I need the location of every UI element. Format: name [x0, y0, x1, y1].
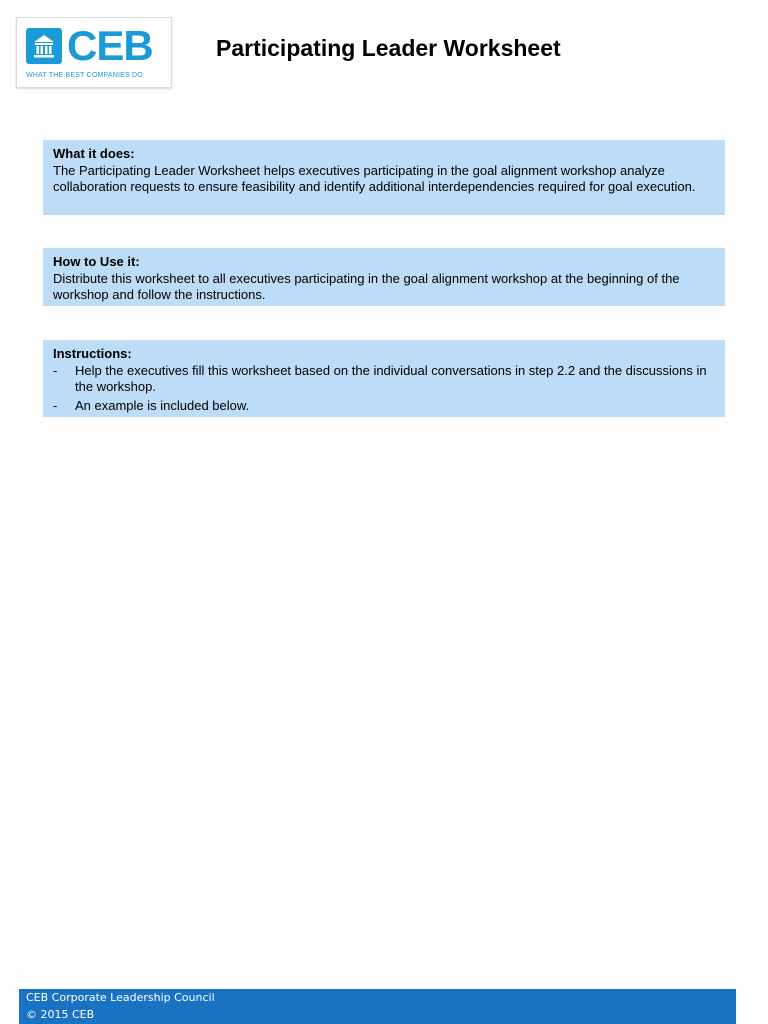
- footer-copyright: © 2015 CEB: [26, 1007, 95, 1021]
- list-item: [53, 398, 715, 415]
- what-it-does-box: [43, 140, 725, 215]
- footer-council: CEB Corporate Leadership Council: [26, 991, 215, 1004]
- bullet-dash: -: [53, 362, 58, 378]
- instructions-list: [53, 363, 715, 415]
- section-heading: Instructions:: [53, 346, 132, 361]
- section-body: Distribute this worksheet to all executives participating in the goal alignment workshop at the beginning of the workshop and follow the instructions.: [53, 270, 680, 302]
- page-title: Participating Leader Worksheet: [216, 35, 561, 61]
- section-heading: What it does:: [53, 146, 135, 161]
- how-to-use-box: [43, 248, 725, 306]
- list-item-text: Help the executives fill this worksheet based on the individual conversations in step 2.2 and the discussions in the workshop.: [75, 362, 707, 394]
- instructions-box: [43, 340, 725, 417]
- logo-wordmark: CEB: [67, 22, 153, 69]
- logo-tagline: WHAT THE BEST COMPANIES DO: [26, 72, 143, 79]
- ceb-logo: [16, 17, 172, 88]
- bullet-dash: -: [53, 397, 58, 413]
- list-item: [53, 363, 715, 396]
- footer: [19, 989, 736, 1024]
- section-heading: How to Use it:: [53, 254, 140, 269]
- list-item-text: An example is included below.: [75, 397, 250, 413]
- building-icon: [26, 28, 62, 64]
- section-body: The Participating Leader Worksheet helps executives participating in the goal alignment workshop analyze collaboration requests to ensure feasibility and identify additional interdependencies required for goal execution.: [53, 162, 696, 194]
